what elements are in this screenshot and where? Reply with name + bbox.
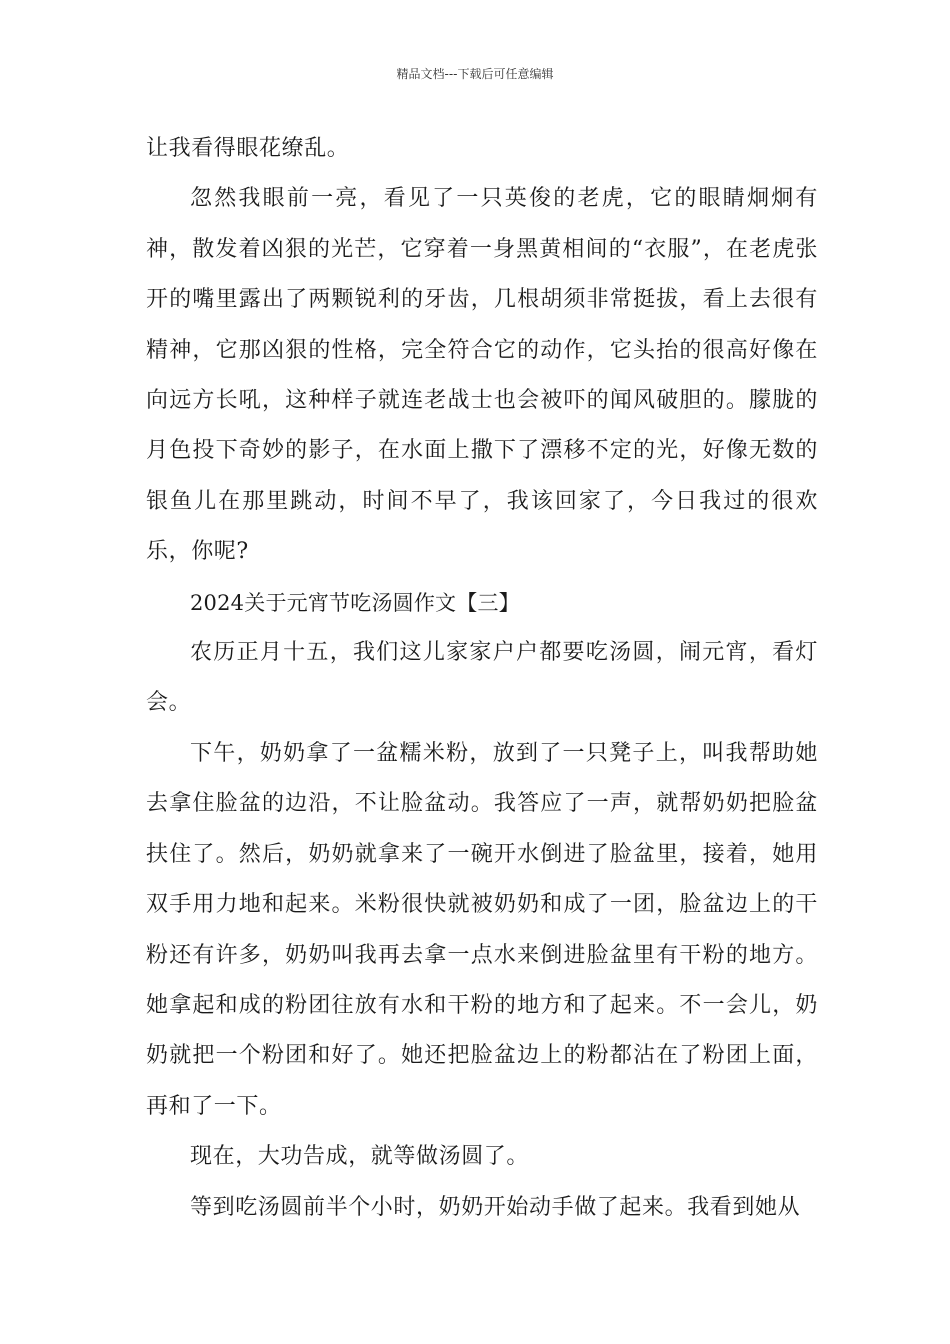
section-heading: 2024关于元宵节吃汤圆作文【三】 <box>190 590 520 615</box>
paragraph-continuation: 让我看得眼花缭乱。 <box>146 136 350 161</box>
paragraph-afternoon: 下午，奶奶拿了一盆糯米粉，放到了一只凳子上，叫我帮助她去拿住脸盆的边沿，不让脸盆动。我答应了一声，就帮奶奶把脸盆扶住了。然后，奶奶就拿来了一碗开水倒进了脸盆里，接着，她用双手用力地和起来。米粉很快就被奶奶和成了一团，脸盆边上的干粉还有许多，奶奶叫我再去拿一点水来倒进脸盆里有干粉的地方。她拿起和成的粉团往放有水和干粉的地方和了起来。不一会儿，奶奶就把一个粉团和好了。她还把脸盆边上的粉都沾在了粉团上面，再和了一下。 <box>146 740 818 1119</box>
document-body <box>146 124 818 1233</box>
paragraph-tiger: 忽然我眼前一亮，看见了一只英俊的老虎，它的眼睛炯炯有神，散发着凶狠的光芒，它穿着一身黑黄相间的“衣服”，在老虎张开的嘴里露出了两颗锐利的牙齿，几根胡须非常挺拔，看上去很有精神，它那凶狠的性格，完全符合它的动作，它头抬的很高好像在向远方长吼，这种样子就连老战士也会被吓的闻风破胆的。朦胧的月色投下奇妙的影子，在水面上撒下了漂移不定的光，好像无数的银鱼儿在那里跳动，时间不早了，我该回家了，今日我过的很欢乐，你呢? <box>146 186 818 565</box>
paragraph-making: 等到吃汤圆前半个小时，奶奶开始动手做了起来。我看到她从 <box>190 1194 801 1220</box>
paragraph-intro: 农历正月十五，我们这儿家家户户都要吃汤圆，闹元宵，看灯会。 <box>146 640 818 716</box>
paragraph-done: 现在，大功告成，就等做汤圆了。 <box>190 1144 530 1170</box>
page-header: 精品文档---下载后可任意编辑 <box>396 67 554 81</box>
